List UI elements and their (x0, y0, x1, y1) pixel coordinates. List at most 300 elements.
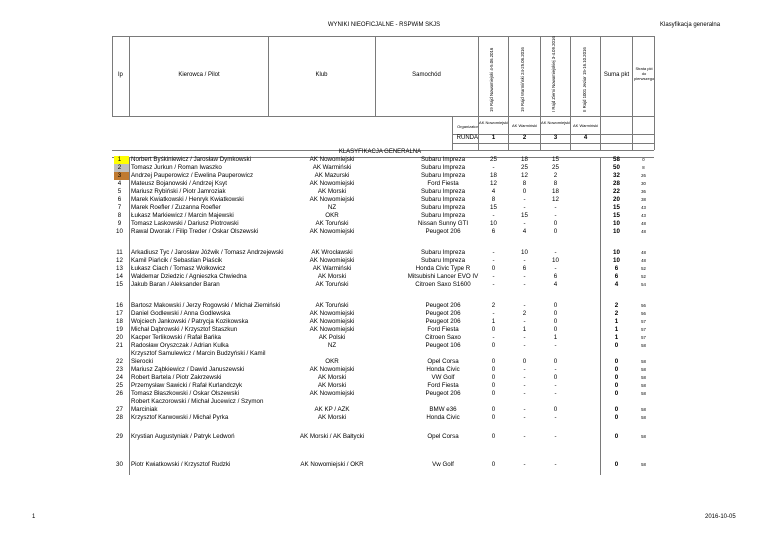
cell-car: Citroen Saxo S1600 (415, 281, 471, 288)
cell-strata: 48 (641, 250, 646, 255)
cell-strata: 57 (641, 335, 646, 340)
cell-club: OKR (325, 358, 339, 365)
cell-round-1: 0 (491, 382, 496, 389)
cell-driver: Tomasz Błaszkowski / Oskar Olszewski (131, 390, 239, 397)
cell-driver: Robert Bartela / Piotr Zakrzewski (131, 374, 222, 381)
cell-driver: Przemysław Sawicki / Rafał Kurlandczyk (131, 382, 243, 389)
cell-driver: Kacper Terlikowski / Rafał Bańka (131, 334, 221, 341)
cell-driver: Bartosz Makowski / Jerzy Rogowski / Michał Ziemiński (131, 302, 281, 309)
cell-club: AK Nowomiejski (309, 390, 355, 397)
cell-lp: 3 (117, 172, 122, 179)
col-car-header: Samochód (412, 72, 441, 78)
organizer-label: Organizator (457, 124, 478, 129)
cell-driver: Piotr Kwiatkowski / Krzysztof Rudzki (131, 461, 231, 468)
cell-round-2: - (523, 382, 526, 389)
cell-club: AK Nowomiejski (309, 310, 355, 317)
cell-round-3: 0 (553, 406, 558, 413)
cell-lp: 12 (116, 257, 123, 264)
cell-strata: 58 (641, 407, 646, 412)
cell-round-2: - (523, 414, 526, 421)
table-row (112, 413, 652, 422)
cell-car: Honda Civic Type R (415, 265, 471, 272)
cell-round-2: - (523, 433, 526, 440)
cell-round-3: 0 (553, 326, 558, 333)
cell-club: AK Nowomiejski (309, 257, 355, 264)
section-title: KLASYFIKACJA GENERALNA (338, 149, 422, 155)
cell-sum: 58 (613, 156, 620, 163)
cell-driver: Wojciech Jankowski / Patrycja Kozikowska (131, 318, 249, 325)
cell-round-1: 12 (490, 180, 497, 187)
cell-round-1: 1 (491, 318, 496, 325)
round-3-header: I Rajd Ziemi Nowomiejskiej 3-4.09.2016 (551, 36, 556, 112)
cell-strata: 58 (641, 343, 646, 348)
cell-sum: 0 (614, 406, 619, 413)
cell-car: Subaru Impreza (420, 249, 466, 256)
cell-car: Ford Fiesta (427, 326, 459, 333)
cell-strata: 54 (641, 282, 646, 287)
cell-club: AK Polski (318, 334, 346, 341)
cell-car: Peugeot 206 (425, 318, 461, 325)
cell-car: Subaru Impreza (420, 164, 466, 171)
cell-round-1: 6 (491, 228, 496, 235)
cell-round-3: 0 (553, 310, 558, 317)
cell-lp: 21 (116, 342, 123, 349)
cell-sum: 32 (613, 172, 620, 179)
cell-car: Subaru Impreza (420, 156, 466, 163)
cell-sum: 0 (614, 382, 619, 389)
cell-club: AK Nowomiejski (309, 366, 355, 373)
cell-round-3: - (554, 249, 557, 256)
cell-sum: 6 (614, 265, 619, 272)
cell-round-3: - (554, 382, 557, 389)
cell-strata: 8 (642, 165, 645, 170)
cell-car: Honda Civic (426, 366, 460, 373)
cell-lp: 13 (116, 265, 123, 272)
cell-driver: Kamil Piańcik / Sebastian Piaścik (131, 257, 223, 264)
cell-driver: Arkadiusz Tyc / Jarosław Jóźwik / Tomasz Andrzejewski (131, 249, 284, 256)
cell-round-2: - (523, 390, 526, 397)
cell-lp: 7 (117, 204, 122, 211)
cell-sum: 10 (613, 249, 620, 256)
cell-round-1: 2 (491, 302, 496, 309)
cell-lp: 10 (116, 228, 123, 235)
cell-sum: 10 (613, 257, 620, 264)
cell-strata: 58 (641, 462, 646, 467)
runda-4: 4 (583, 135, 588, 141)
cell-sum: 0 (614, 374, 619, 381)
cell-round-3: 10 (552, 257, 559, 264)
cell-round-3: - (554, 204, 557, 211)
cell-round-3: - (554, 265, 557, 272)
cell-club: AK Morski / AK Bałtycki (299, 433, 365, 440)
cell-round-3: - (554, 366, 557, 373)
cell-lp: 30 (116, 461, 123, 468)
cell-round-1: 0 (491, 366, 496, 373)
cell-lp: 23 (116, 366, 123, 373)
cell-strata: 58 (641, 367, 646, 372)
cell-sum: 20 (613, 196, 620, 203)
cell-driver: Krystian Augustyniak / Patryk Ledwoń (131, 433, 235, 440)
print-date: 2016-10-05 (705, 514, 736, 520)
cell-round-1: 0 (491, 433, 496, 440)
cell-lp: 22 (116, 358, 123, 365)
cell-round-2: 0 (522, 358, 527, 365)
cell-club: AK Morski (317, 273, 347, 280)
cell-round-1: - (492, 281, 495, 288)
cell-round-2: 0 (522, 188, 527, 195)
cell-round-3: 4 (553, 281, 558, 288)
cell-driver: Jakub Baran / Aleksander Baran (131, 281, 220, 288)
cell-driver: Sierocki (131, 358, 154, 365)
cell-round-3: - (554, 433, 557, 440)
cell-club: AK Wrocławski (311, 249, 353, 256)
cell-round-3: - (554, 390, 557, 397)
cell-round-2: 10 (521, 249, 528, 256)
cell-round-1: - (492, 257, 495, 264)
col-driver-header: Kierowca / Pilot (178, 72, 220, 78)
cell-round-2: - (523, 220, 526, 227)
cell-sum: 0 (614, 461, 619, 468)
cell-round-2: - (523, 366, 526, 373)
cell-sum: 15 (613, 212, 620, 219)
cell-round-1: - (492, 310, 495, 317)
cell-strata: 26 (641, 173, 646, 178)
cell-club: AK Warmiński (312, 164, 352, 171)
runda-3: 3 (553, 135, 558, 141)
cell-round-1: 25 (490, 156, 497, 163)
cell-strata: 58 (641, 391, 646, 396)
cell-sum: 0 (614, 433, 619, 440)
cell-car: Opel Corsa (427, 358, 459, 365)
cell-round-3: 0 (553, 374, 558, 381)
cell-driver: Tomasz Jurkun / Roman Iwaszko (131, 164, 222, 171)
cell-round-1: 0 (491, 326, 496, 333)
cell-club: AK Toruński (315, 302, 349, 309)
cell-sum: 10 (613, 220, 620, 227)
cell-club: AK Warmiński (312, 265, 352, 272)
cell-round-1: 0 (491, 265, 496, 272)
cell-round-3: 6 (553, 273, 558, 280)
cell-car: BMW e36 (429, 406, 457, 413)
cell-car: Mitsubishi Lancer EVO IV (407, 273, 479, 280)
cell-lp: 28 (116, 414, 123, 421)
cell-round-1: 18 (490, 172, 497, 179)
cell-driver: Marciniak (131, 406, 158, 413)
cell-driver: Marek Roefler / Zuzanna Roefler (131, 204, 221, 211)
cell-sum: 15 (613, 204, 620, 211)
cell-round-1: 4 (491, 188, 496, 195)
round-2-header: 19 Rajd Warmiński 24-25.06.2016 (520, 47, 525, 112)
cell-round-3: 0 (553, 220, 558, 227)
cell-sum: 28 (613, 180, 620, 187)
cell-strata: 57 (641, 319, 646, 324)
cell-club: AK Nowomiejski (309, 156, 355, 163)
cell-sum: 50 (613, 164, 620, 171)
cell-sum: 22 (613, 188, 620, 195)
cell-round-1: 0 (491, 342, 496, 349)
cell-strata: 58 (641, 375, 646, 380)
organizer-3: AK Nowomiejski (541, 120, 570, 125)
cell-club: NZ (327, 342, 337, 349)
cell-car: Ford Fiesta (427, 382, 459, 389)
table-row (112, 227, 652, 236)
organizer-4: AK Warmiński (573, 123, 598, 128)
cell-strata: 58 (641, 359, 646, 364)
cell-driver: Andrzej Pauperowicz / Ewelina Pauperowicz (131, 172, 254, 179)
table-row (112, 280, 652, 289)
col-lp-header: lp (118, 72, 123, 78)
page-number: 1 (32, 514, 36, 520)
cell-strata: 30 (641, 181, 646, 186)
cell-round-1: 10 (490, 220, 497, 227)
cell-lp: 20 (116, 334, 123, 341)
cell-round-3: - (554, 414, 557, 421)
runda-label: RUNDA (456, 135, 478, 141)
cell-car: VW Golf (431, 374, 455, 381)
cell-round-2: - (523, 273, 526, 280)
organizer-1: AK Nowomiejski (479, 120, 508, 125)
cell-round-2: - (523, 461, 526, 468)
cell-lp: 14 (116, 273, 123, 280)
cell-sum: 0 (614, 366, 619, 373)
cell-lp: 17 (116, 310, 123, 317)
cell-round-2: 1 (522, 326, 527, 333)
cell-strata: 58 (641, 415, 646, 420)
cell-strata: 43 (641, 213, 646, 218)
cell-round-3: 0 (553, 228, 558, 235)
cell-round-1: - (492, 212, 495, 219)
cell-lp: 29 (116, 433, 123, 440)
cell-driver: Radosław Oryszczak / Adrian Kulka (131, 342, 229, 349)
cell-lp: 26 (116, 390, 123, 397)
cell-round-3: 12 (552, 196, 559, 203)
cell-lp: 15 (116, 281, 123, 288)
cell-club: NZ (327, 204, 337, 211)
cell-car: Subaru Impreza (420, 172, 466, 179)
cell-driver: Krzysztof Karwowski / Michał Pyrka (131, 414, 229, 421)
cell-car: Peugeot 206 (425, 302, 461, 309)
cell-sum: 1 (614, 326, 619, 333)
cell-car: Honda Civic (426, 414, 460, 421)
cell-lp: 1 (117, 156, 122, 163)
cell-round-2: - (523, 342, 526, 349)
cell-round-2: - (523, 302, 526, 309)
cell-round-2: 15 (521, 212, 528, 219)
cell-round-2: - (523, 196, 526, 203)
cell-strata: 58 (641, 383, 646, 388)
cell-club: AK Nowomiejski (309, 326, 355, 333)
cell-round-3: - (554, 212, 557, 219)
cell-lp: 19 (116, 326, 123, 333)
cell-sum: 6 (614, 273, 619, 280)
table-row (112, 432, 652, 441)
cell-round-2: 18 (521, 156, 528, 163)
cell-round-2: - (523, 334, 526, 341)
cell-round-1: - (492, 273, 495, 280)
cell-driver: Krzysztof Samulewicz / Marcin Budzyński / Kamil (131, 350, 266, 357)
cell-round-3: 0 (553, 318, 558, 325)
cell-round-1: 0 (491, 390, 496, 397)
cell-round-1: 0 (491, 406, 496, 413)
organizer-2: AK Warmiński (512, 123, 537, 128)
cell-club: AK Nowomiejski (309, 180, 355, 187)
cell-sum: 10 (613, 228, 620, 235)
cell-round-1: 0 (491, 414, 496, 421)
cell-sum: 1 (614, 318, 619, 325)
cell-driver: Mariusz Rybiński / Piotr Jamroziak (131, 188, 226, 195)
cell-strata: 57 (641, 327, 646, 332)
cell-driver: Michał Dąbrowski / Krzysztof Staszkun (131, 326, 238, 333)
cell-strata: 38 (641, 197, 646, 202)
cell-sum: 0 (614, 390, 619, 397)
cell-club: AK Morski (317, 414, 347, 421)
cell-strata: 36 (641, 189, 646, 194)
cell-sum: 0 (614, 342, 619, 349)
cell-club: AK Morski (317, 374, 347, 381)
cell-round-1: 0 (491, 461, 496, 468)
cell-round-3: 15 (552, 156, 559, 163)
table-row (112, 460, 652, 469)
cell-sum: 0 (614, 358, 619, 365)
cell-round-2: - (523, 318, 526, 325)
cell-strata: 52 (641, 266, 646, 271)
cell-sum: 2 (614, 310, 619, 317)
cell-strata: 48 (641, 221, 646, 226)
cell-club: AK Nowomiejski (309, 196, 355, 203)
cell-round-2: - (523, 374, 526, 381)
cell-driver: Norbert Byśkiniewicz / Jarosław Dymkowski (131, 156, 251, 163)
cell-lp: 5 (117, 188, 122, 195)
cell-driver: Waldemar Dziedzic / Agnieszka Chwiedna (131, 273, 247, 280)
cell-car: Peugeot 206 (425, 228, 461, 235)
cell-round-3: - (554, 342, 557, 349)
cell-club: AK Toruński (315, 281, 349, 288)
cell-round-2: 6 (522, 265, 527, 272)
runda-2: 2 (522, 135, 527, 141)
cell-round-3: 8 (553, 180, 558, 187)
cell-round-2: - (523, 406, 526, 413)
cell-lp: 11 (116, 249, 123, 256)
cell-strata: 48 (641, 258, 646, 263)
cell-lp: 4 (117, 180, 122, 187)
cell-strata: 43 (641, 205, 646, 210)
cell-driver: Robert Kaczorowski / Michał Jucewicz / Szymon (131, 398, 264, 405)
cell-car: Nissan Sunny GTI (417, 220, 469, 227)
cell-round-3: 25 (552, 164, 559, 171)
cell-round-3: 2 (553, 172, 558, 179)
cell-round-2: 2 (522, 310, 527, 317)
cell-lp: 9 (117, 220, 122, 227)
cell-driver: Tomasz Laskowski / Dariusz Piotrowski (131, 220, 239, 227)
cell-strata: 58 (641, 434, 646, 439)
cell-car: Subaru Impreza (420, 204, 466, 211)
col-sum-header: Suma pkt (603, 72, 630, 78)
cell-lp: 6 (117, 196, 122, 203)
cell-strata: 52 (641, 274, 646, 279)
cell-club: AK Nowomiejski / OKR (300, 461, 364, 468)
cell-car: Citroen Saxo (425, 334, 461, 341)
cell-sum: 1 (614, 334, 619, 341)
round-4-header: II Rajd 1001 Jezior 15-16.10.2016 (582, 47, 587, 112)
cell-club: AK Mazurski (314, 172, 350, 179)
cell-round-1: 15 (490, 204, 497, 211)
cell-sum: 2 (614, 302, 619, 309)
cell-car: Subaru Impreza (420, 257, 466, 264)
cell-strata: 56 (641, 303, 646, 308)
cell-strata: 56 (641, 311, 646, 316)
cell-round-2: - (523, 281, 526, 288)
cell-round-2: 4 (522, 228, 527, 235)
cell-lp: 18 (116, 318, 123, 325)
cell-round-1: 0 (491, 358, 496, 365)
col-club-header: Klub (315, 72, 328, 78)
cell-driver: Łukasz Ciach / Tomasz Wołkowicz (131, 265, 226, 272)
cell-lp: 25 (116, 382, 123, 389)
runda-1: 1 (491, 135, 496, 141)
page-subtitle: Klasyfikacja generalna (660, 22, 721, 28)
cell-lp: 24 (116, 374, 123, 381)
cell-car: Ford Fiesta (427, 180, 459, 187)
cell-lp: 8 (117, 212, 122, 219)
cell-round-1: - (492, 334, 495, 341)
cell-lp: 16 (116, 302, 123, 309)
cell-club: AK Morski (317, 382, 347, 389)
cell-car: Peugeot 206 (425, 390, 461, 397)
col-strata-header: Strata pkt do pierwszego (634, 66, 655, 81)
round-1-header: 19 Rajd Nowomiejski 4-5.06.2016 (489, 47, 494, 112)
cell-car: Opel Corsa (427, 433, 459, 440)
cell-driver: Mariusz Ząbkiewicz / Dawid Januszewski (131, 366, 245, 373)
cell-club: AK Toruński (315, 220, 349, 227)
cell-car: Peugeot 106 (425, 342, 461, 349)
cell-round-2: - (523, 204, 526, 211)
page-title: WYNIKI NIEOFICJALNE - RSPWiM SKJS (327, 22, 441, 28)
cell-lp: 2 (117, 164, 122, 171)
cell-round-1: 0 (491, 374, 496, 381)
cell-round-1: - (492, 249, 495, 256)
cell-club: AK Morski (317, 188, 347, 195)
cell-driver: Mateusz Bojanowski / Andrzej Ksyt (131, 180, 227, 187)
cell-round-1: 8 (491, 196, 496, 203)
cell-round-3: 1 (553, 334, 558, 341)
cell-car: Subaru Impreza (420, 196, 466, 203)
cell-driver: Rawal Dworak / Filip Treder / Oskar Olszewski (131, 228, 259, 235)
cell-club: AK Nowomiejski (309, 228, 355, 235)
cell-round-3: 0 (553, 358, 558, 365)
cell-car: Vw Golf (432, 461, 454, 468)
cell-round-3: 18 (552, 188, 559, 195)
cell-club: AK Nowomiejski (309, 318, 355, 325)
cell-round-1: - (492, 164, 495, 171)
cell-lp: 27 (116, 406, 123, 413)
cell-round-2: 8 (522, 180, 527, 187)
cell-driver: Marek Kwiatkowski / Henryk Kwiatkowski (131, 196, 244, 203)
cell-round-2: - (523, 257, 526, 264)
cell-car: Subaru Impreza (420, 212, 466, 219)
cell-round-3: - (554, 461, 557, 468)
cell-club: AK KP / AZK (314, 406, 350, 413)
cell-car: Peugeot 206 (425, 310, 461, 317)
cell-car: Subaru Impreza (420, 188, 466, 195)
cell-driver: Łukasz Markiewicz / Marcin Majewski (131, 212, 234, 219)
cell-round-2: 12 (521, 172, 528, 179)
cell-strata: 0 (642, 157, 645, 162)
cell-round-3: 0 (553, 302, 558, 309)
cell-driver: Daniel Godlewski / Anna Godlewska (131, 310, 231, 317)
cell-sum: 4 (614, 281, 619, 288)
cell-strata: 48 (641, 229, 646, 234)
cell-sum: 0 (614, 414, 619, 421)
